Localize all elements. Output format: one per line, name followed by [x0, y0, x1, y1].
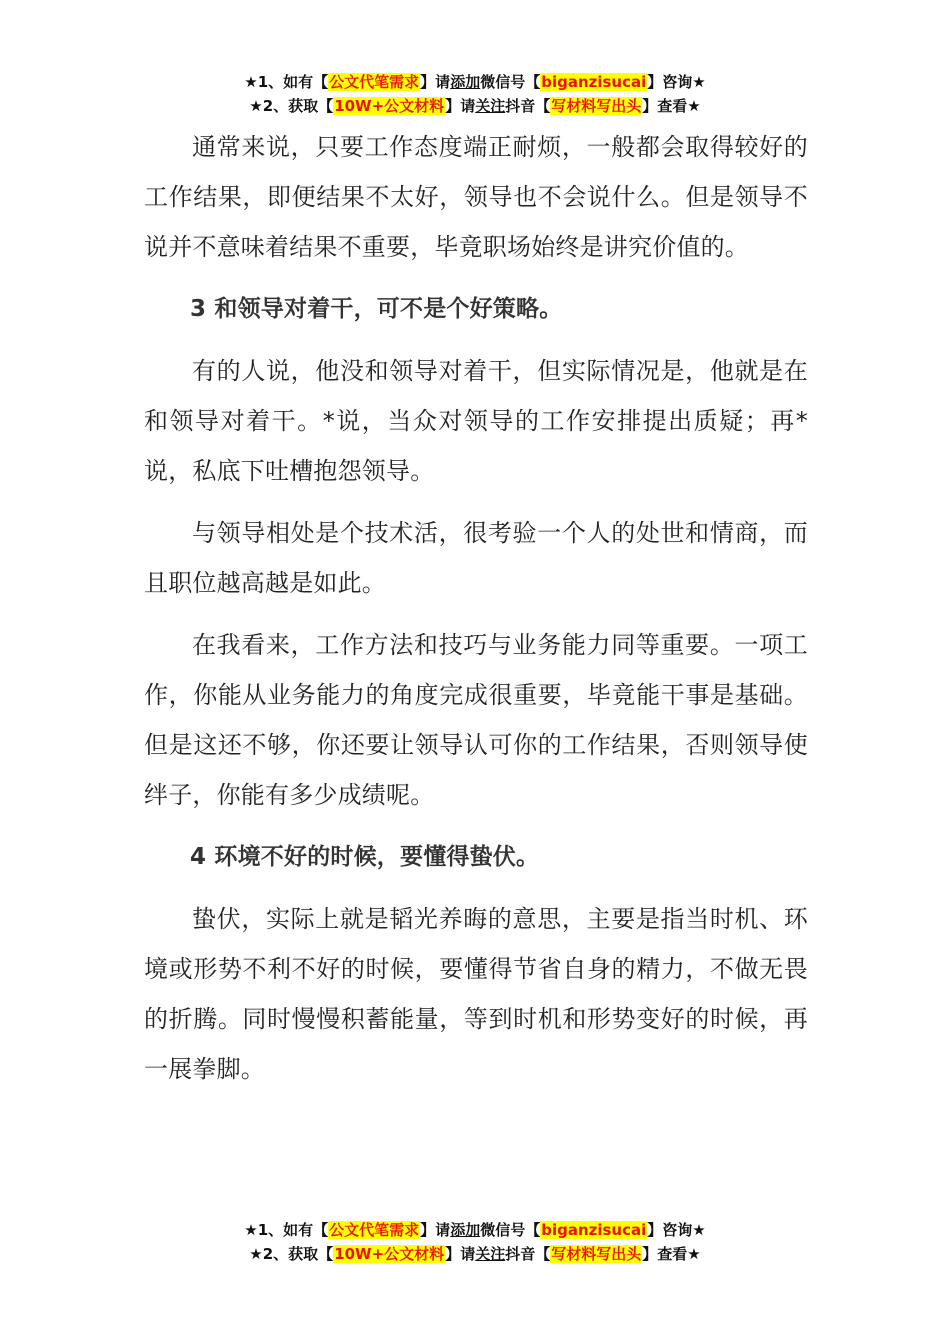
- underlined-text: 添加: [450, 1221, 481, 1239]
- body-paragraph: 蛰伏，实际上就是韬光养晦的意思，主要是指当时机、环境或形势不利不好的时候，要懂得节省自身的精力，不做无畏的折腾。同时慢慢积蓄能量，等到时机和形势变好的时候，再一展拳脚。: [144, 905, 808, 1083]
- banner-text: 】请: [445, 1245, 476, 1263]
- underlined-text: 关注: [475, 97, 506, 115]
- highlight-service-text: 公文代笔需求: [329, 73, 420, 91]
- body-paragraph: 与领导相处是个技术活，很考验一个人的处世和情商，而且职位越高越是如此。: [144, 519, 808, 597]
- highlight-materials-text: 10W+公文材料: [334, 97, 445, 115]
- body-paragraph: 在我看来，工作方法和技巧与业务能力同等重要。一项工作，你能从业务能力的角度完成很重要，毕竟能干事是基础。但是这还不够，你还要让领导认可你的工作结果，否则领导使绊子，你能有多少成绩呢。: [144, 631, 808, 809]
- banner-text: 】查看★: [642, 97, 701, 115]
- banner-text: 】查看★: [642, 1245, 701, 1263]
- header-banner-line-1: [0, 70, 950, 94]
- banner-text: 】请: [420, 73, 451, 91]
- banner-text: 】咨询★: [647, 1221, 706, 1239]
- section-heading-3: 3 和领导对着干，可不是个好策略。: [190, 296, 563, 322]
- header-banner-line-2: [0, 94, 950, 118]
- footer-banner-line-2: [0, 1242, 950, 1266]
- wechat-id-text: biganzisucai: [541, 73, 647, 91]
- banner-text: ★1、如有【: [244, 1221, 329, 1239]
- highlight-service-text: 公文代笔需求: [329, 1221, 420, 1239]
- douyin-account-text: 写材料写出头: [551, 1245, 642, 1263]
- banner-text: 抖音【: [505, 97, 551, 115]
- document-body: [144, 122, 808, 1094]
- banner-text: ★2、获取【: [249, 1245, 334, 1263]
- body-paragraph: 通常来说，只要工作态度端正耐烦，一般都会取得较好的工作结果，即便结果不太好，领导也不会说什么。但是领导不说并不意味着结果不重要，毕竟职场始终是讲究价值的。: [144, 133, 808, 261]
- banner-text: 抖音【: [505, 1245, 551, 1263]
- underlined-text: 关注: [475, 1245, 506, 1263]
- underlined-text: 添加: [450, 73, 481, 91]
- banner-text: 微信号【: [480, 73, 541, 91]
- banner-text: 】咨询★: [647, 73, 706, 91]
- footer-banner-line-1: [0, 1218, 950, 1242]
- banner-text: ★2、获取【: [249, 97, 334, 115]
- section-heading-4: 4 环境不好的时候，要懂得蛰伏。: [190, 844, 540, 870]
- douyin-account-text: 写材料写出头: [551, 97, 642, 115]
- footer-banner: [0, 1218, 950, 1266]
- banner-text: ★1、如有【: [244, 73, 329, 91]
- body-paragraph: 有的人说，他没和领导对着干，但实际情况是，他就是在和领导对着干。*说，当众对领导的工作安排提出质疑；再*说，私底下吐槽抱怨领导。: [144, 357, 808, 485]
- highlight-materials-text: 10W+公文材料: [334, 1245, 445, 1263]
- header-banner: [0, 70, 950, 118]
- banner-text: 】请: [420, 1221, 451, 1239]
- banner-text: 微信号【: [480, 1221, 541, 1239]
- banner-text: 】请: [445, 97, 476, 115]
- wechat-id-text: biganzisucai: [541, 1221, 647, 1239]
